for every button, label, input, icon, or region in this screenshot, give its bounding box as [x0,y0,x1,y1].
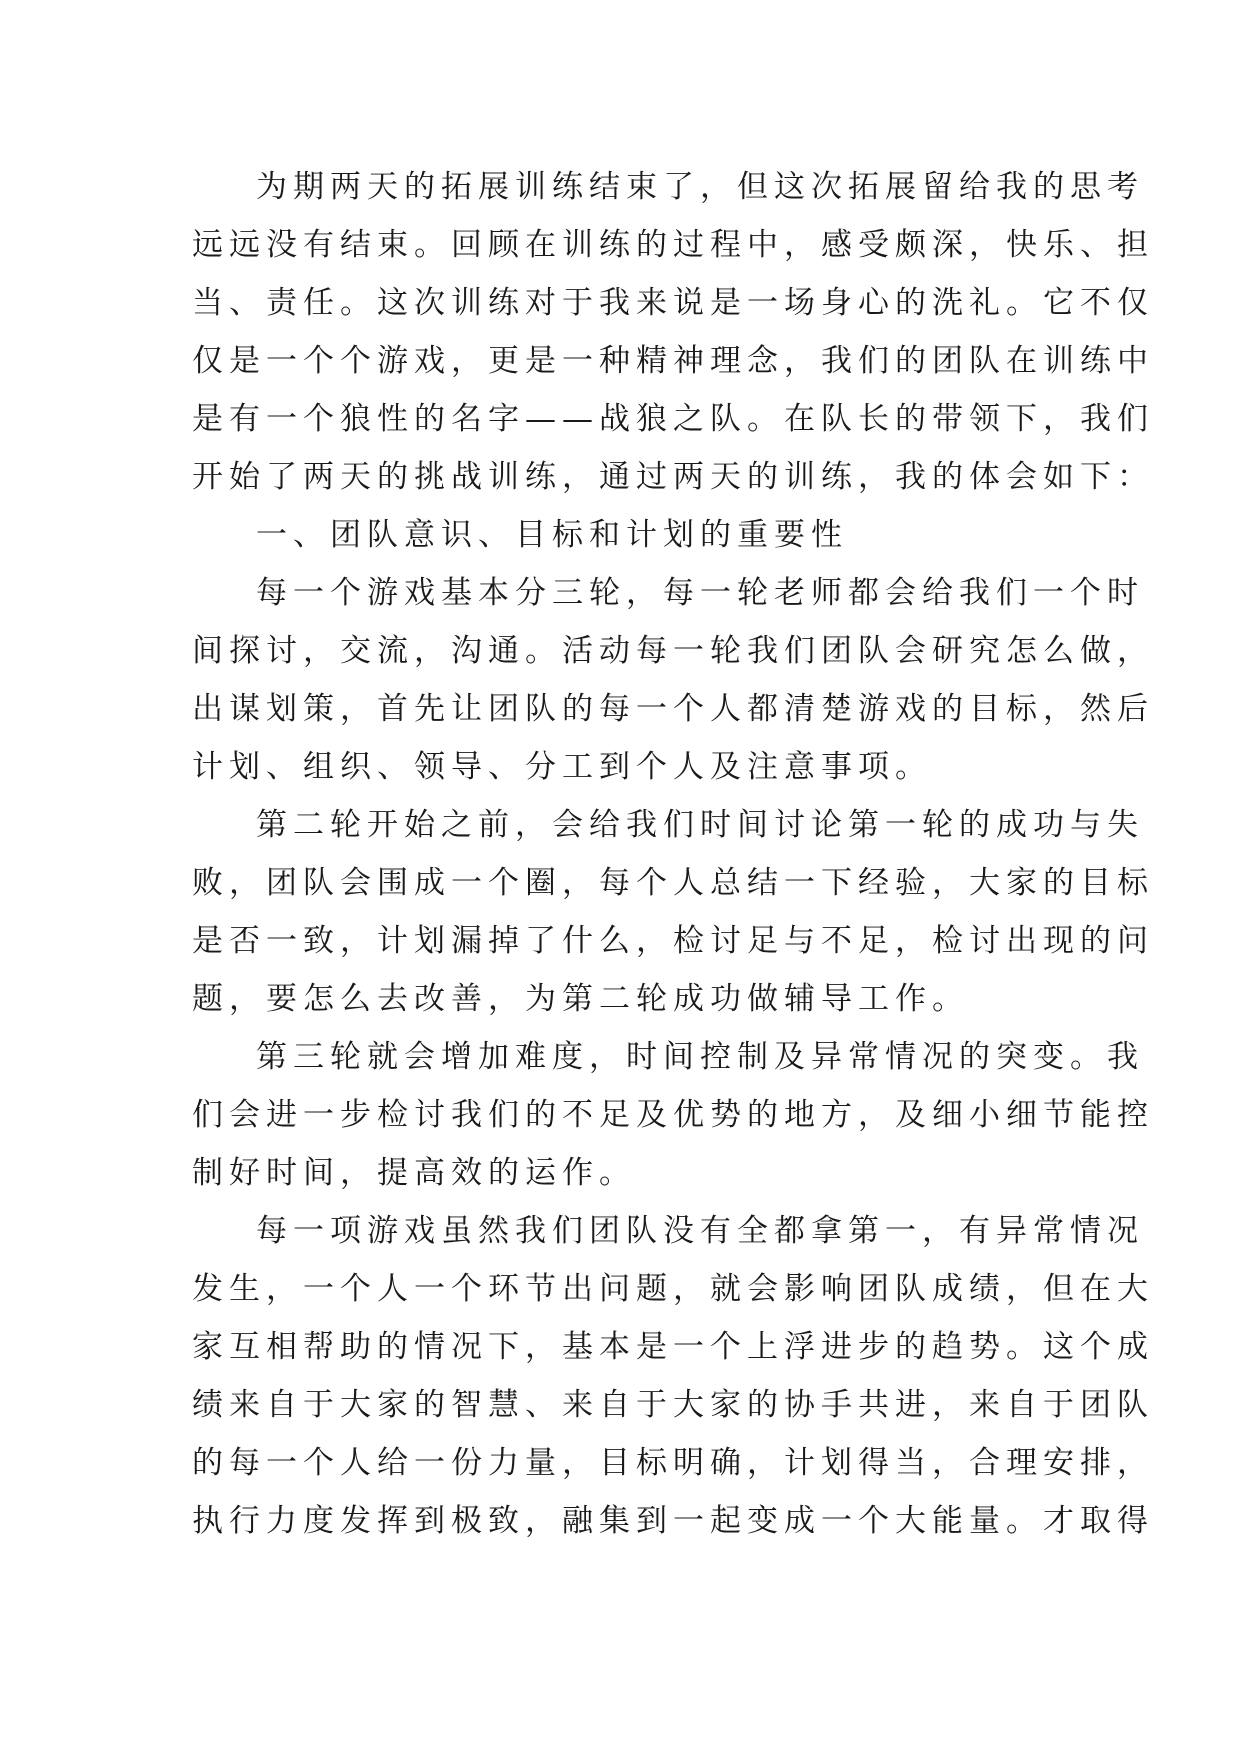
text-line: 仅是一个个游戏，更是一种精神理念，我们的团队在训练中 [192,343,1154,379]
text-line: 远远没有结束。回顾在训练的过程中，感受颇深，快乐、担 [192,227,1154,263]
paragraph-first-line: 第二轮开始之前，会给我们时间讨论第一轮的成功与失 [256,807,1144,843]
text-line: 们会进一步检讨我们的不足及优势的地方，及细小细节能控 [192,1097,1154,1133]
text-line: 是有一个狼性的名字——战狼之队。在队长的带领下，我们 [192,401,1154,437]
text-line: 败，团队会围成一个圈，每个人总结一下经验，大家的目标 [192,865,1154,901]
text-line: 出谋划策，首先让团队的每一个人都清楚游戏的目标，然后 [192,691,1154,727]
document-body [192,158,1154,1550]
text-line: 是否一致，计划漏掉了什么，检讨足与不足，检讨出现的问 [192,923,1154,959]
paragraph-first-line: 为期两天的拓展训练结束了，但这次拓展留给我的思考 [256,169,1144,205]
text-line: 开始了两天的挑战训练，通过两天的训练，我的体会如下： [192,459,1154,495]
text-line: 的每一个人给一份力量，目标明确，计划得当，合理安排， [192,1445,1154,1481]
text-line: 当、责任。这次训练对于我来说是一场身心的洗礼。它不仅 [192,285,1154,321]
text-line: 绩来自于大家的智慧、来自于大家的协手共进，来自于团队 [192,1387,1154,1423]
text-line: 题，要怎么去改善，为第二轮成功做辅导工作。 [192,981,969,1017]
paragraph-first-line: 每一个游戏基本分三轮，每一轮老师都会给我们一个时 [256,575,1144,611]
text-line: 间探讨，交流，沟通。活动每一轮我们团队会研究怎么做， [192,633,1154,669]
text-line: 计划、组织、领导、分工到个人及注意事项。 [192,749,932,785]
paragraph-first-line: 一、团队意识、目标和计划的重要性 [256,517,848,553]
text-line: 执行力度发挥到极致，融集到一起变成一个大能量。才取得 [192,1503,1154,1539]
paragraph-first-line: 每一项游戏虽然我们团队没有全都拿第一，有异常情况 [256,1213,1144,1249]
paragraph-first-line: 第三轮就会增加难度，时间控制及异常情况的突变。我 [256,1039,1144,1075]
text-line: 制好时间，提高效的运作。 [192,1155,636,1191]
text-line: 家互相帮助的情况下，基本是一个上浮进步的趋势。这个成 [192,1329,1154,1365]
text-line: 发生，一个人一个环节出问题，就会影响团队成绩，但在大 [192,1271,1154,1307]
